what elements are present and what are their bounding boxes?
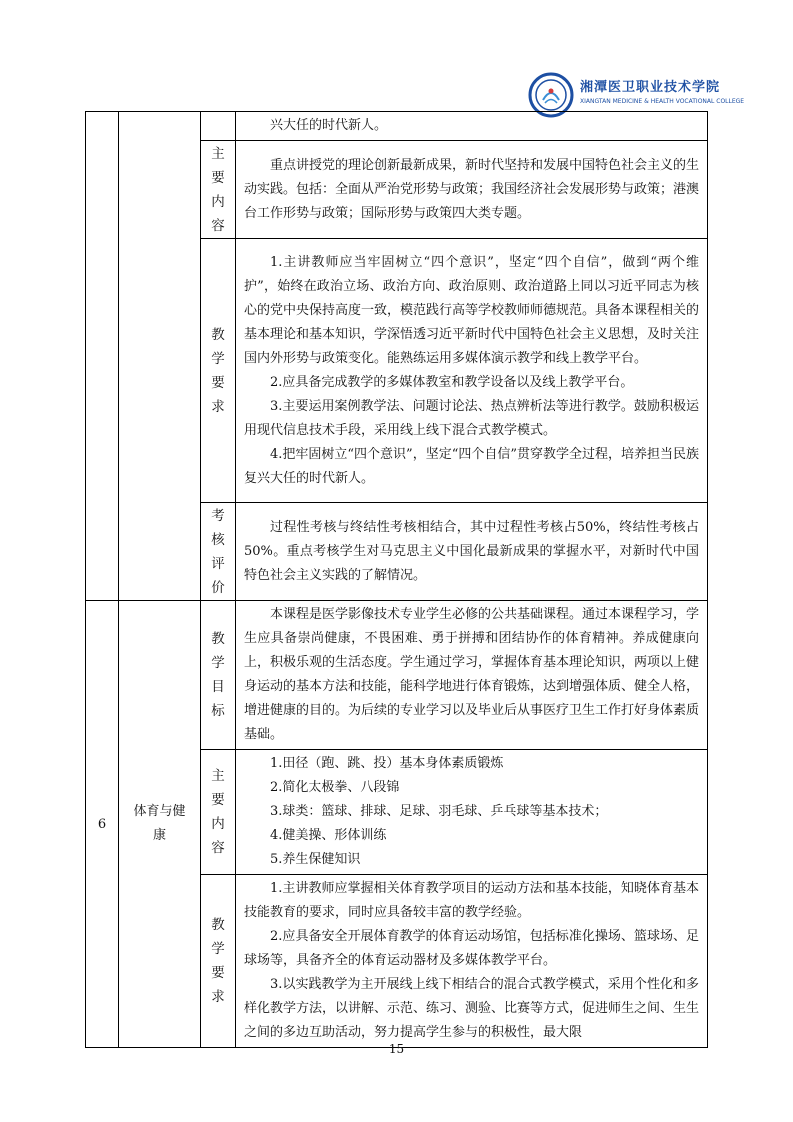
list-item: 2.应具备安全开展体育教学的体育运动场馆，包括标准化操场、篮球场、足球场等，具备齐全的体育运动器材及多媒体教学平台。: [244, 929, 699, 968]
list-item: 5.养生保健知识: [270, 852, 361, 867]
list-item: 2.简化太极拳、八段锦: [270, 780, 400, 795]
row-tail-text: 兴大任的时代新人。: [270, 118, 388, 133]
content-label: 主要内容: [211, 768, 225, 856]
list-item: 4.健美操、形体训练: [270, 828, 387, 843]
list-item: 4.把牢固树立“四个意识”，坚定“四个自信”贯穿教学全过程，培养担当民族复兴大任的时代新人。: [244, 446, 699, 486]
course-name-cell: [119, 112, 201, 601]
list-item: 1.田径（跑、跳、投）基本身体素质锻炼: [270, 756, 504, 771]
content-cell: [236, 239, 708, 503]
content-cell: [236, 112, 708, 141]
table-row: [86, 112, 708, 141]
number-cell: [86, 112, 119, 601]
course-name-cell: [119, 601, 201, 1048]
list-item: 1.主讲教师应掌握相关体育教学项目的运动方法和基本技能，知晓体育基本技能教育的要求，同时应具备较丰富的教学经验。: [244, 881, 699, 920]
number-cell: 6: [86, 601, 119, 1048]
content-cell: [236, 875, 708, 1048]
label-cell: [201, 750, 236, 875]
requirements-label: 教学要求: [211, 326, 225, 415]
school-name: 湘潭医卫职业技术学院: [580, 80, 721, 95]
school-name-english: XIANGTAN MEDICINE & HEALTH VOCATIONAL COLLEGE: [580, 98, 745, 105]
label-cell: [201, 875, 236, 1048]
curriculum-table: [85, 111, 708, 1048]
course-name: 体育与健康: [133, 804, 186, 843]
label-cell: [201, 141, 236, 239]
list-item: 1.主讲教师应当牢固树立“四个意识”，坚定“四个自信”，做到“两个维护”，始终在政治立场、政治方向、政治原则、政治道路上同以习近平同志为核心的党中央保持高度一致，模范践行高等学校教师师德规范。具备本课程相关的基本理论和基本知识，学深悟透习近平新时代中国特色社会主义思想，及时关注国内外形势与政策变化。能熟练运用多媒体演示教学和线上教学平台。: [244, 254, 700, 366]
list-item: 3.球类：篮球、排球、足球、羽毛球、乒乓球等基本技术；: [270, 804, 608, 819]
label-cell: [201, 503, 236, 601]
label-cell: [201, 112, 236, 141]
table-row: [86, 601, 708, 750]
content-cell: [236, 750, 708, 875]
label-cell: [201, 239, 236, 503]
content-cell: [236, 601, 708, 750]
list-item: 2.应具备完成教学的多媒体教室和教学设备以及线上教学平台。: [270, 374, 634, 390]
requirements-label: 教学要求: [211, 917, 225, 1005]
content-text: 重点讲授党的理论创新最新成果，新时代坚持和发展中国特色社会主义的生动实践。包括：全面从严治党形势与政策；我国经济社会发展形势与政策；港澳台工作形势与政策；国际形势与政策四大类专题。: [244, 157, 700, 221]
label-cell: [201, 601, 236, 750]
content-cell: [236, 503, 708, 601]
list-item: 3.以实践教学为主开展线上线下相结合的混合式教学模式，采用个性化和多样化教学方法，以讲解、示范、练习、测验、比赛等方式，促进师生之间、生生之间的多边互助活动，努力提高学生参与的积极性，最大限: [244, 977, 700, 1040]
assessment-label: 考核评价: [211, 507, 225, 596]
content-cell: [236, 141, 708, 239]
assessment-text: 过程性考核与终结性考核相结合，其中过程性考核占50%，终结性考核占50%。重点考核学生对马克思主义中国化最新成果的掌握水平，对新时代中国特色社会主义实践的了解情况。: [244, 519, 699, 583]
goal-text: 本课程是医学影像技术专业学生必修的公共基础课程。通过本课程学习，学生应具备崇尚健康，不畏困难、勇于拼搏和团结协作的体育精神。养成健康向上，积极乐观的生活态度。学生通过学习，掌握体育基本理论知识，两项以上健身运动的基本方法和技能，能科学地进行体育锻炼，达到增强体质、健全人格，增进健康的目的。为后续的专业学习以及毕业后从事医疗卫生工作打好身体素质基础。: [244, 607, 700, 742]
list-item: 3.主要运用案例教学法、问题讨论法、热点辨析法等进行教学。鼓励积极运用现代信息技术手段，采用线上线下混合式教学模式。: [244, 398, 699, 438]
page-number: 15: [388, 1042, 405, 1056]
goal-label: 教学目标: [211, 631, 225, 719]
content-label: 主要内容: [211, 145, 225, 234]
